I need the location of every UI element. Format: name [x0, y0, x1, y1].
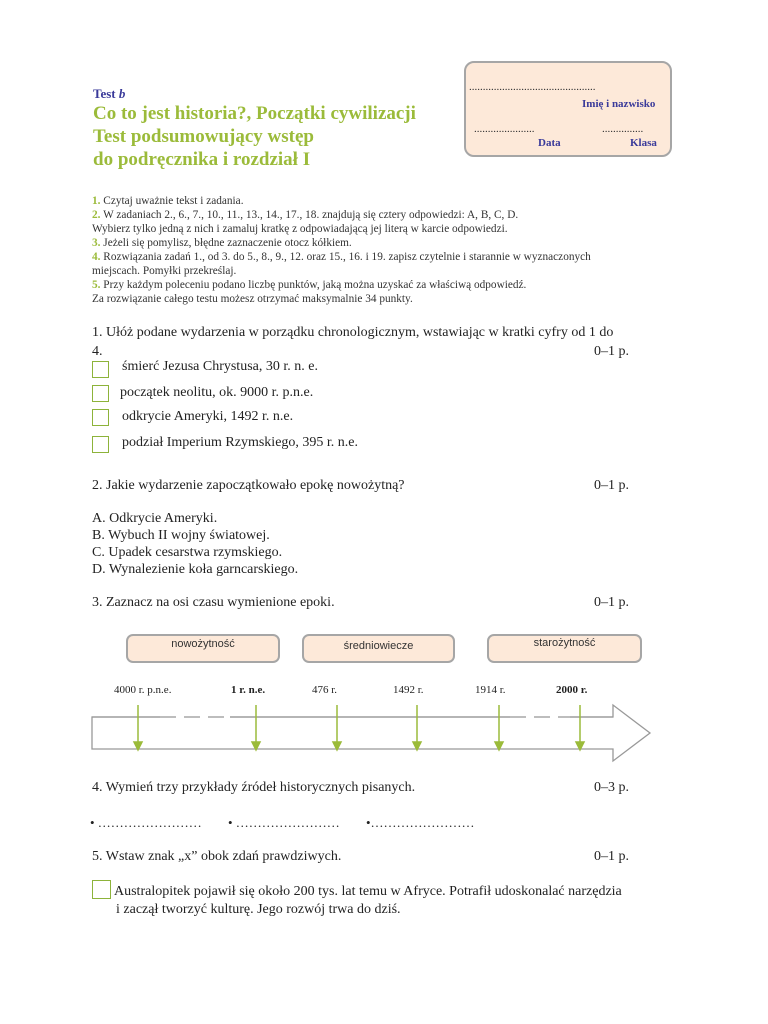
q2-points: 0–1 p.	[594, 478, 629, 493]
q4-points: 0–3 p.	[594, 780, 629, 795]
q5-statement-line1: Australopitek pojawił się około 200 tys. lat temu w Afryce. Potrafił udoskonalać narzędzia	[114, 884, 622, 899]
tick-label-476: 476 r.	[312, 684, 338, 696]
q1-text-line1: 1. Ułóż podane wydarzenia w porządku chronologicznym, wstawiając w kratki cyfry od 1 do	[92, 325, 614, 340]
test-label: Test b	[93, 86, 126, 101]
q2-option-b[interactable]: B. Wybuch II wojny światowej.	[92, 528, 270, 543]
instruction-3: 3. Jeżeli się pomylisz, błędne zaznaczenie otocz kółkiem.	[92, 237, 352, 249]
q4-blank-1[interactable]: • ……………………	[90, 815, 202, 830]
instruction-total: Za rozwiązanie całego testu możesz otrzymać maksymalnie 34 punkty.	[92, 293, 413, 305]
q5-points: 0–1 p.	[594, 849, 629, 864]
instruction-2-cont: Wybierz tylko jedną z nich i zamaluj kratkę z odpowiadającą jej literą w karcie odpowiedzi.	[92, 223, 508, 235]
era-box-ancient[interactable]: starożytność	[487, 634, 642, 663]
class-label: Klasa	[630, 137, 657, 149]
q1-points: 0–1 p.	[594, 344, 629, 359]
era-box-medieval[interactable]: średniowiecze	[302, 634, 455, 663]
tick-label-1914: 1914 r.	[475, 684, 506, 696]
era-box-modern[interactable]: nowożytność	[126, 634, 280, 663]
q4-blank-3[interactable]: •……………………	[366, 815, 475, 830]
name-dots: ..............................................	[469, 81, 596, 93]
timeline-arrow	[92, 705, 650, 761]
q2-option-a[interactable]: A. Odkrycie Ameryki.	[92, 511, 218, 526]
q3-text: 3. Zaznacz na osi czasu wymienione epoki.	[92, 595, 335, 610]
q2-option-c[interactable]: C. Upadek cesarstwa rzymskiego.	[92, 545, 283, 560]
q5-box-1[interactable]	[92, 880, 111, 899]
q1-item-1: śmierć Jezusa Chrystusa, 30 r. n. e.	[122, 359, 318, 374]
tick-label-4000bc: 4000 r. p.n.e.	[114, 684, 172, 696]
q4-text: 4. Wymień trzy przykłady źródeł historycznych pisanych.	[92, 780, 416, 795]
class-dots: ...............	[602, 123, 644, 135]
instruction-1: 1. Czytaj uważnie tekst i zadania.	[92, 195, 244, 207]
q2-text: 2. Jakie wydarzenie zapoczątkowało epokę nowożytną?	[92, 478, 405, 493]
instruction-5: 5. Przy każdym poleceniu podano liczbę punktów, jaką można uzyskać za właściwą odpowiedź.	[92, 279, 527, 291]
title-line-3: do podręcznika i rozdział I	[93, 149, 311, 170]
q4-blank-2[interactable]: • ……………………	[228, 815, 340, 830]
date-label: Data	[538, 137, 561, 149]
q1-item-3: odkrycie Ameryki, 1492 r. n.e.	[122, 409, 294, 424]
tick-label-1492: 1492 r.	[393, 684, 424, 696]
q3-points: 0–1 p.	[594, 595, 629, 610]
q5-text: 5. Wstaw znak „x” obok zdań prawdziwych.	[92, 849, 342, 864]
q2-option-d[interactable]: D. Wynalezienie koła garncarskiego.	[92, 562, 299, 577]
q1-item-2: początek neolitu, ok. 9000 r. p.n.e.	[120, 385, 314, 400]
q5-statement-line2: i zaczął tworzyć kulturę. Jego rozwój trwa do dziś.	[116, 902, 401, 917]
title-line-1: Co to jest historia?, Początki cywilizacji	[93, 103, 416, 124]
tick-label-2000: 2000 r.	[556, 684, 588, 696]
date-dots: ......................	[474, 123, 535, 135]
q1-text-line2: 4.	[92, 344, 103, 359]
instruction-4: 4. Rozwiązania zadań 1., od 3. do 5., 8., 9., 12. oraz 15., 16. i 19. zapisz czytelnie i starannie w wyznaczonych	[92, 251, 591, 263]
instruction-4-cont: miejscach. Pomyłki przekreślaj.	[92, 265, 237, 277]
instruction-2: 2. W zadaniach 2., 6., 7., 10., 11., 13., 14., 17., 18. znajdują się cztery odpowiedzi: A, B, C, D.	[92, 209, 519, 221]
name-label: Imię i nazwisko	[582, 98, 656, 110]
tick-label-1ad: 1 r. n.e.	[231, 684, 266, 696]
q1-item-4: podział Imperium Rzymskiego, 395 r. n.e.	[122, 435, 359, 450]
title-line-2: Test podsumowujący wstęp	[93, 126, 314, 147]
